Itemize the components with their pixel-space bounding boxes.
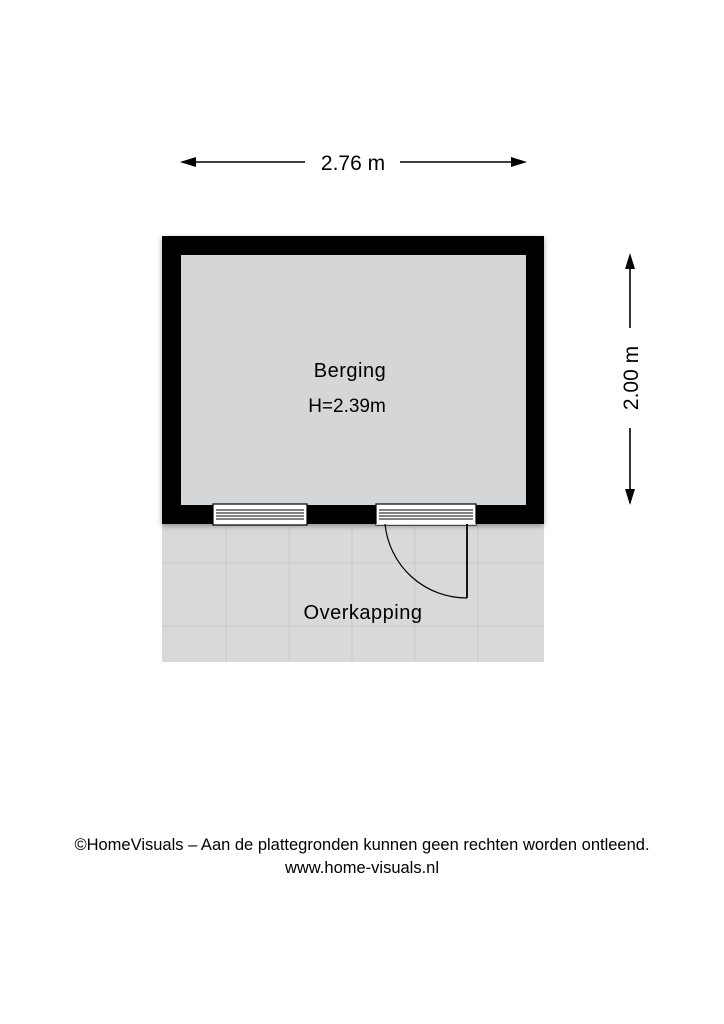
window [213, 504, 307, 525]
door-opening [376, 504, 476, 525]
width-dimension-label: 2.76 m [320, 152, 386, 175]
height-dimension-label: 2.00 m [620, 345, 643, 411]
height-dimension [620, 253, 643, 505]
storage-room-label: Berging [313, 360, 387, 382]
window-opening [213, 504, 307, 525]
storage-room-height: H=2.39m [308, 396, 386, 417]
canopy-room-label: Overkapping [303, 602, 423, 624]
width-dimension [180, 152, 527, 175]
website-link[interactable]: www.home-visuals.nl [284, 859, 440, 877]
copyright-notice: ©HomeVisuals – Aan de plattegronden kunnen geen rechten worden ontleend. [74, 836, 650, 854]
canopy-area [162, 524, 544, 662]
height-arrow-top-icon [625, 253, 635, 269]
canopy-floor [162, 524, 544, 662]
height-arrow-bottom-icon [625, 489, 635, 505]
width-arrow-right-icon [511, 157, 527, 167]
width-arrow-left-icon [180, 157, 196, 167]
